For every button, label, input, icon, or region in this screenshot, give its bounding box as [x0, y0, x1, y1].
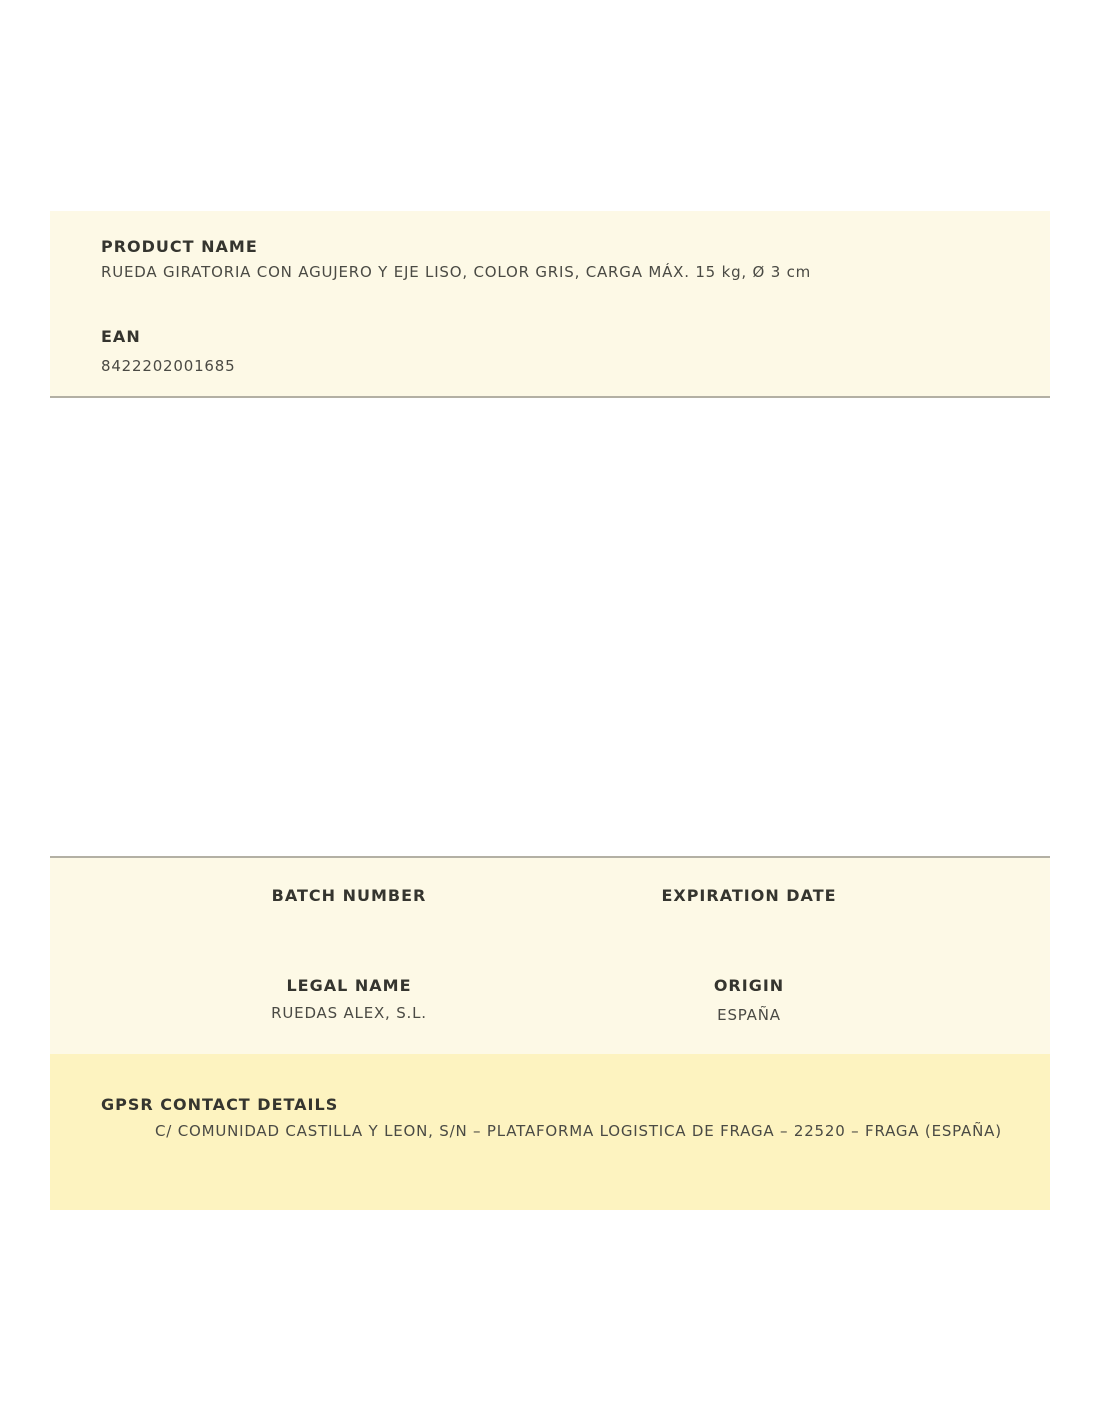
details-section: [50, 856, 1050, 1056]
gpsr-contact-section: [50, 1054, 1050, 1210]
product-name-label: PRODUCT NAME: [101, 237, 258, 256]
origin-label: ORIGIN: [713, 976, 785, 995]
product-name-value: RUEDA GIRATORIA CON AGUJERO Y EJE LISO, COLOR GRIS, CARGA MÁX. 15 kg, Ø 3 cm: [101, 263, 812, 281]
batch-number-label: BATCH NUMBER: [271, 886, 427, 905]
legal-name-value: RUEDAS ALEX, S.L.: [271, 1004, 427, 1022]
gpsr-contact-address: C/ COMUNIDAD CASTILLA Y LEON, S/N – PLATAFORMA LOGISTICA DE FRAGA – 22520 – FRAGA (ESPAÑA): [155, 1122, 1002, 1140]
product-info-section: [50, 211, 1050, 398]
expiration-date-label: EXPIRATION DATE: [661, 886, 837, 905]
gpsr-contact-label: GPSR CONTACT DETAILS: [101, 1095, 339, 1114]
origin-value: ESPAÑA: [717, 1006, 781, 1024]
ean-value: 8422202001685: [101, 357, 236, 375]
legal-name-label: LEGAL NAME: [286, 976, 412, 995]
ean-label: EAN: [101, 327, 141, 346]
